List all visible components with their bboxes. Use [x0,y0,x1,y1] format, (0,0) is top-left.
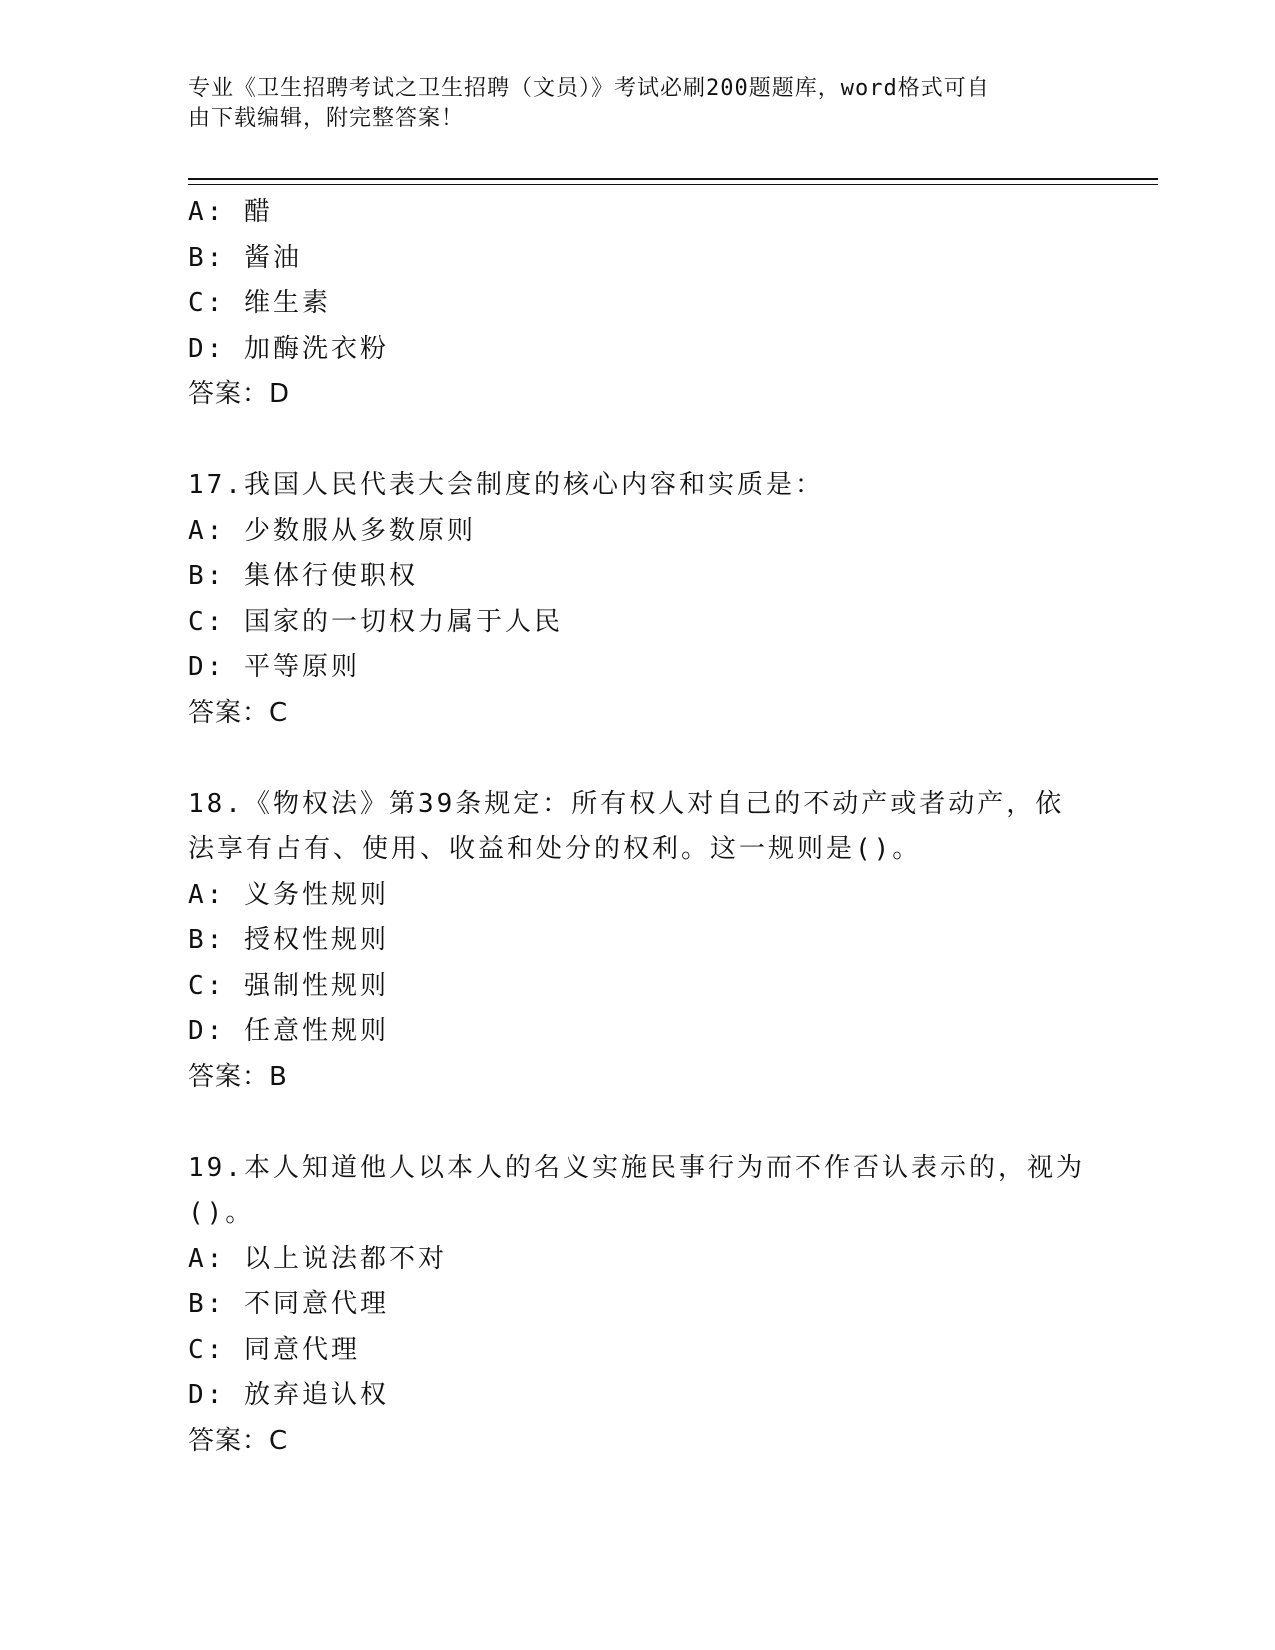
answer: 答案：D [188,379,291,409]
option-b: B: 集体行使职权 [188,561,418,591]
question-18 [188,782,1088,1101]
answer: 答案：C [188,697,289,728]
option-d: D: 平等原则 [188,652,360,682]
answer: 答案：C [188,1425,289,1456]
question-list [188,190,1088,1464]
option-d: D: 任意性规则 [188,1016,389,1046]
option-c: C: 强制性规则 [188,970,389,1001]
header-line-1: 专业《卫生招聘考试之卫生招聘（文员）》考试必刷200题题库，word格式可自 [188,76,990,101]
question-19 [188,1146,1088,1465]
option-c: C: 同意代理 [188,1334,360,1365]
question-text: 17.我国人民代表大会制度的核心内容和实质是： [188,470,824,500]
header-rule-thin [188,184,1158,185]
option-a: A: 义务性规则 [188,879,389,910]
option-a: A: 醋 [188,197,273,227]
option-d: D: 放弃追认权 [188,1380,389,1410]
spacer [188,418,1088,464]
header-line-2: 由下载编辑，附完整答案！ [188,106,465,131]
option-a: A: 以上说法都不对 [188,1243,447,1274]
answer: 答案：B [188,1061,288,1092]
question-text-line-1: 19.本人知道他人以本人的名义实施民事行为而不作否认表示的，视为 [188,1152,1085,1183]
question-text-line-2: 法享有占有、使用、收益和处分的权利。这一规则是()。 [188,834,922,864]
option-a: A: 少数服从多数原则 [188,515,476,546]
header-rule-thick [188,178,1158,180]
question-text-line-2: ()。 [188,1198,255,1228]
option-b: B: 授权性规则 [188,925,389,955]
option-b: B: 酱油 [188,242,302,273]
option-c: C: 国家的一切权力属于人民 [188,606,563,637]
question-17 [188,463,1088,736]
question-text-line-1: 18.《物权法》第39条规定：所有权人对自己的不动产或者动产，依 [188,788,1065,819]
spacer [188,736,1088,782]
option-b: B: 不同意代理 [188,1289,389,1319]
question-16 [188,190,1088,418]
spacer [188,1100,1088,1146]
option-d: D: 加酶洗衣粉 [188,333,389,364]
option-c: C: 维生素 [188,288,331,318]
document-header [188,74,1088,134]
